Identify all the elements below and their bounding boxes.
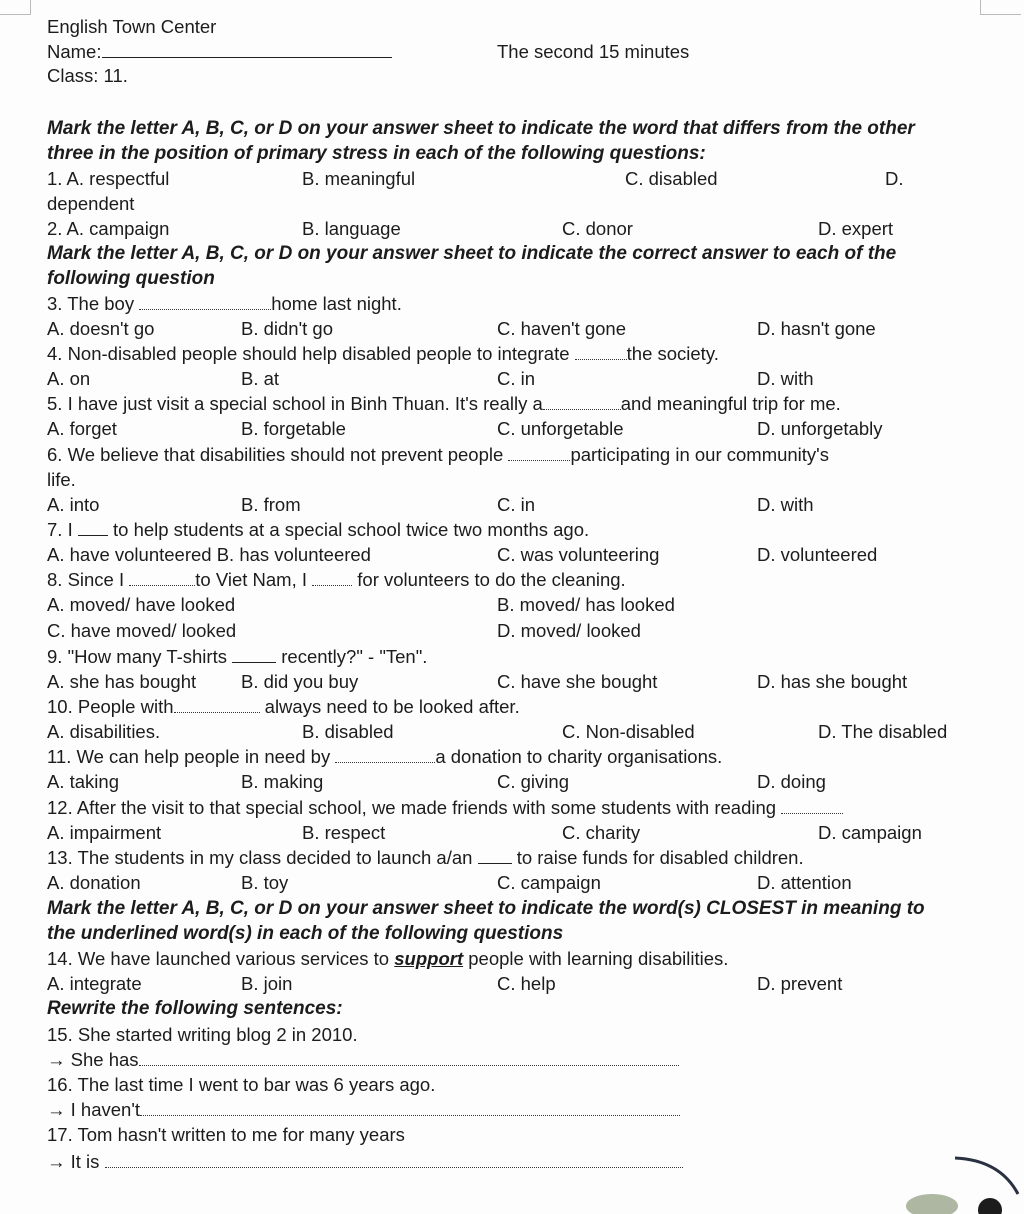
option-c: C. giving xyxy=(497,771,569,792)
option-a: A. disabilities. xyxy=(47,721,161,742)
q-text: to Viet Nam, I xyxy=(195,569,313,590)
option-d: D. doing xyxy=(757,771,826,792)
section-instruction: Mark the letter A, B, C, or D on your answer sheet to indicate the word that differs from the other xyxy=(47,118,915,139)
option-d: D. unforgetably xyxy=(757,418,883,439)
q-text: 8. Since I xyxy=(47,569,130,590)
q-text: a donation to charity organisations. xyxy=(435,746,723,767)
option-c: C. help xyxy=(497,973,556,994)
question-14 xyxy=(47,948,728,970)
option-b: B. disabled xyxy=(302,721,394,742)
q-text: to raise funds for disabled children. xyxy=(511,847,804,868)
option-c: C. have moved/ looked xyxy=(47,620,237,641)
q-text: 5. I have just visit a special school in Binh Thuan. It's really a xyxy=(47,393,543,414)
q-text: 13. The students in my class decided to launch a/an xyxy=(47,847,478,868)
q-text: 3. The boy xyxy=(47,293,140,314)
answer-blank xyxy=(335,748,435,763)
option-d: D. hasn't gone xyxy=(757,318,876,339)
answer-blank xyxy=(478,849,512,864)
question-5 xyxy=(47,393,841,415)
question-11 xyxy=(47,746,722,768)
q-text: 9. "How many T-shirts xyxy=(47,646,233,667)
q-text: to help students at a special school twice two months ago. xyxy=(107,519,590,540)
option-c: C. campaign xyxy=(497,872,601,893)
question-10 xyxy=(47,696,520,718)
option-b: B. from xyxy=(241,494,301,515)
class-label: Class: 11. xyxy=(47,65,128,86)
page-corner-mark xyxy=(0,0,31,15)
option-ab: A. have volunteered B. has volunteered xyxy=(47,544,371,565)
name-blank xyxy=(102,43,392,58)
answer-blank xyxy=(139,295,271,310)
option-c: C. was volunteering xyxy=(497,544,660,565)
option-a: A. she has bought xyxy=(47,671,197,692)
option-c: C. charity xyxy=(562,822,641,843)
option-c: C. in xyxy=(497,368,536,389)
option-a: A. into xyxy=(47,494,100,515)
q-text: for volunteers to do the cleaning. xyxy=(352,569,626,590)
q-text: and meaningful trip for me. xyxy=(620,393,841,414)
option-d: D. has she bought xyxy=(757,671,908,692)
option-a: A. moved/ have looked xyxy=(47,594,236,615)
answer-blank xyxy=(139,1051,679,1066)
option-b: B. making xyxy=(241,771,324,792)
option-b: B. join xyxy=(241,973,293,994)
option-a: 2. A. campaign xyxy=(47,218,170,239)
q-text: 7. I xyxy=(47,519,78,540)
q-text: recently?" - "Ten". xyxy=(276,646,428,667)
q-text: people with learning disabilities. xyxy=(463,948,729,969)
answer-blank xyxy=(312,571,352,586)
section-instruction: following question xyxy=(47,268,215,289)
question-4 xyxy=(47,343,719,365)
question-6 xyxy=(47,444,829,466)
q-text: home last night. xyxy=(271,293,402,314)
option-a: A. taking xyxy=(47,771,119,792)
option-a: A. doesn't go xyxy=(47,318,155,339)
q-text-cont: life. xyxy=(47,469,76,490)
option-d: D. volunteered xyxy=(757,544,878,565)
option-c: C. in xyxy=(497,494,536,515)
option-d-cont: dependent xyxy=(47,193,135,214)
option-b: B. at xyxy=(241,368,280,389)
q-text: the society. xyxy=(626,343,719,364)
answer-blank xyxy=(543,395,621,410)
option-c: C. disabled xyxy=(625,168,718,189)
option-b: B. language xyxy=(302,218,401,239)
answer-blank xyxy=(105,1153,683,1168)
question-16: 16. The last time I went to bar was 6 years ago. xyxy=(47,1074,436,1095)
q-text: 14. We have launched various services to xyxy=(47,948,395,969)
school-name: English Town Center xyxy=(47,16,217,37)
section-instruction: Mark the letter A, B, C, or D on your answer sheet to indicate the word(s) CLOSEST in meaning to xyxy=(47,898,925,919)
watermark-logo xyxy=(890,1154,1020,1214)
option-c: C. haven't gone xyxy=(497,318,627,339)
option-a: A. donation xyxy=(47,872,141,893)
answer-blank xyxy=(174,698,260,713)
answer-blank xyxy=(575,345,627,360)
q-text: 4. Non-disabled people should help disabled people to integrate xyxy=(47,343,575,364)
option-c: C. donor xyxy=(562,218,633,239)
section-instruction: the underlined word(s) in each of the following questions xyxy=(47,923,564,944)
option-d: D. expert xyxy=(818,218,894,239)
option-a: 1. A. respectful xyxy=(47,168,170,189)
option-b: B. moved/ has looked xyxy=(497,594,675,615)
option-d: D. attention xyxy=(757,872,852,893)
option-a: A. impairment xyxy=(47,822,162,843)
option-b: B. meaningful xyxy=(302,168,416,189)
option-c: C. unforgetable xyxy=(497,418,624,439)
q-text: 6. We believe that disabilities should not prevent people xyxy=(47,444,509,465)
name-field xyxy=(47,41,392,63)
q-text: participating in our community's xyxy=(570,444,829,465)
option-a: A. on xyxy=(47,368,91,389)
name-label: Name: xyxy=(47,41,102,62)
option-d: D. with xyxy=(757,368,814,389)
q-text: always need to be looked after. xyxy=(259,696,520,717)
question-3 xyxy=(47,293,402,315)
option-d: D. xyxy=(885,168,904,189)
section-instruction: three in the position of primary stress in each of the following questions: xyxy=(47,143,706,164)
option-d: D. The disabled xyxy=(818,721,948,742)
option-a: A. forget xyxy=(47,418,117,439)
question-13 xyxy=(47,847,804,869)
option-b: B. didn't go xyxy=(241,318,333,339)
q-text: 11. We can help people in need by xyxy=(47,746,336,767)
rewrite-line xyxy=(47,1049,679,1071)
option-b: B. did you buy xyxy=(241,671,359,692)
option-c: C. have she bought xyxy=(497,671,658,692)
question-12 xyxy=(47,797,843,819)
question-15: 15. She started writing blog 2 in 2010. xyxy=(47,1024,358,1045)
option-d: D. with xyxy=(757,494,814,515)
q-text: 12. After the visit to that special school, we made friends with some students with reading xyxy=(47,797,782,818)
q-text: 10. People with xyxy=(47,696,174,717)
rewrite-prompt: → I haven't xyxy=(47,1099,140,1120)
underlined-word: support xyxy=(394,948,464,969)
answer-blank xyxy=(140,1101,680,1116)
answer-blank xyxy=(781,799,843,814)
answer-blank xyxy=(508,446,570,461)
rewrite-prompt: → It is xyxy=(47,1151,105,1172)
option-b: B. forgetable xyxy=(241,418,346,439)
question-7 xyxy=(47,519,589,541)
option-c: C. Non-disabled xyxy=(562,721,695,742)
section-instruction: Rewrite the following sentences: xyxy=(47,998,343,1019)
option-b: B. respect xyxy=(302,822,386,843)
option-b: B. toy xyxy=(241,872,289,893)
option-d: D. prevent xyxy=(757,973,843,994)
answer-blank xyxy=(232,648,276,663)
question-9 xyxy=(47,646,427,668)
answer-blank xyxy=(78,521,108,536)
option-a: A. integrate xyxy=(47,973,142,994)
answer-blank xyxy=(129,571,195,586)
test-title: The second 15 minutes xyxy=(497,41,690,62)
rewrite-line xyxy=(47,1151,683,1173)
rewrite-line xyxy=(47,1099,680,1121)
option-d: D. campaign xyxy=(818,822,922,843)
option-d: D. moved/ looked xyxy=(497,620,641,641)
rewrite-prompt: → She has xyxy=(47,1049,139,1070)
page-corner-mark xyxy=(980,0,1021,15)
question-17: 17. Tom hasn't written to me for many years xyxy=(47,1124,405,1145)
section-instruction: Mark the letter A, B, C, or D on your answer sheet to indicate the correct answer to each of the xyxy=(47,243,897,264)
question-8 xyxy=(47,569,626,591)
